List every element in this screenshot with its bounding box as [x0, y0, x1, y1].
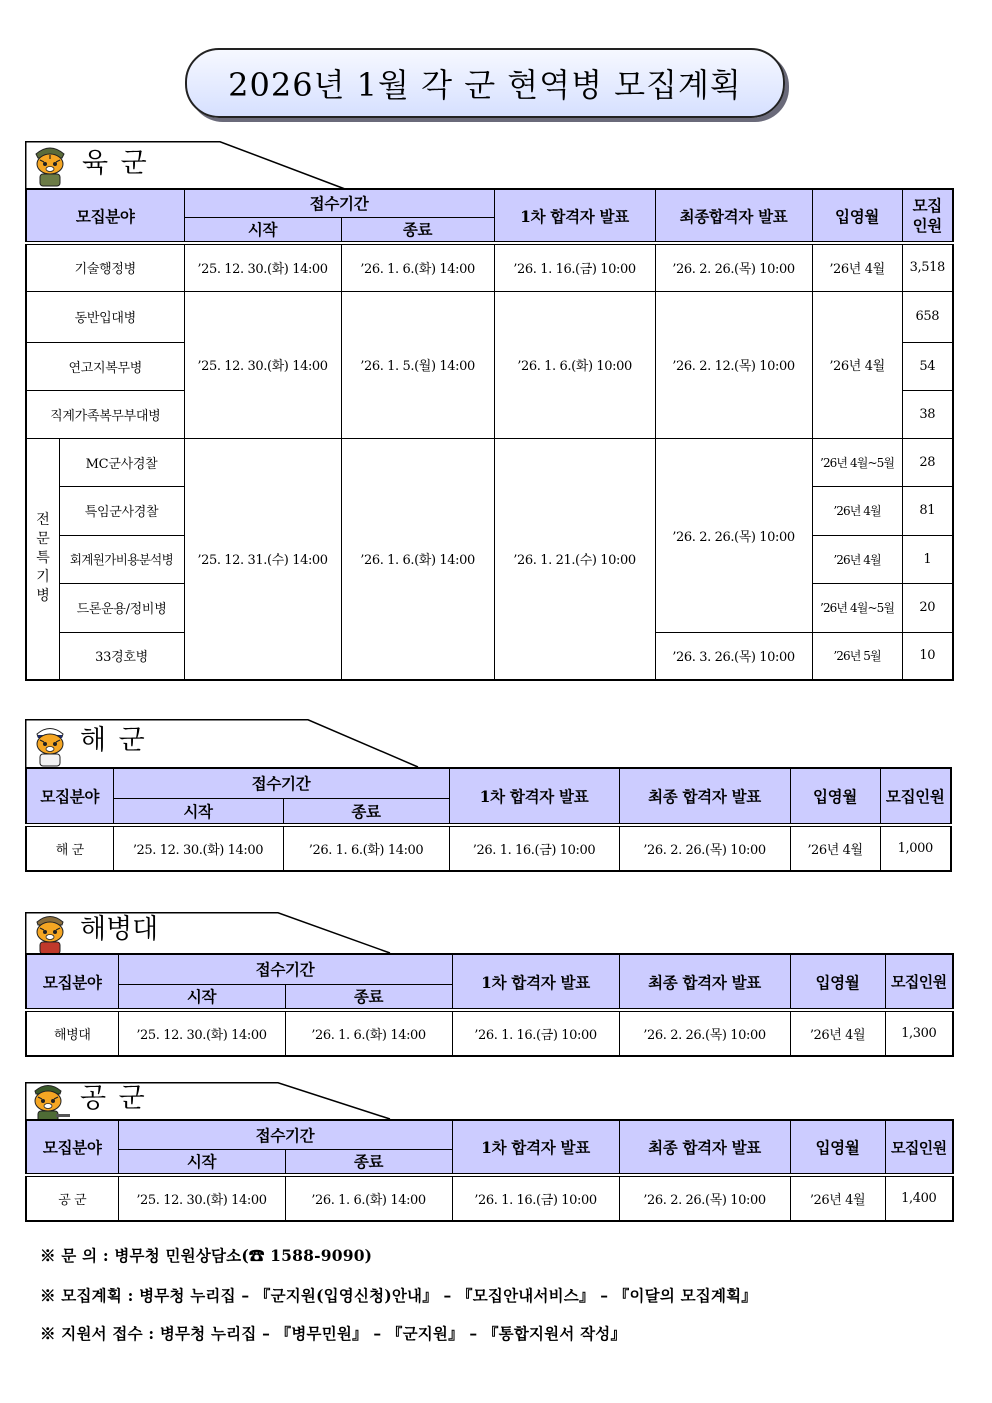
- row-end: ’26. 1. 6.(화) 14:00: [283, 825, 449, 871]
- header-count: 모집 인원: [902, 189, 953, 243]
- row-field: MC군사경찰: [59, 438, 184, 486]
- row-field: 직계가족복무부대병: [26, 390, 184, 438]
- note-application: ※ 지원서 접수 : 병무청 누리집 – 『병무민원』 – 『군지원』 – 『통합지원서 작성』: [40, 1324, 627, 1343]
- header-final-result: 최종합격자 발표: [655, 189, 812, 243]
- row-entry-month: ’26년 4월: [812, 486, 902, 535]
- row-field: 해 군: [26, 825, 113, 871]
- header-field: 모집분야: [26, 1120, 118, 1175]
- header-end: 종료: [285, 1149, 452, 1175]
- row-field: 공 군: [26, 1175, 118, 1221]
- marines-table: [25, 953, 954, 1057]
- row-field: 드론운용/정비병: [59, 583, 184, 632]
- row-count: 20: [902, 583, 953, 632]
- header-start: 시작: [118, 1149, 285, 1175]
- navy-section-title: 해 군: [80, 725, 147, 756]
- row-final-result: ’26. 2. 26.(목) 10:00: [655, 243, 812, 291]
- row-entry-month: ’26년 4월: [790, 1010, 885, 1056]
- header-entry-month: 입영월: [790, 768, 880, 825]
- header-count: 모집인원: [885, 1120, 953, 1175]
- note-inquiry: ※ 문 의 : 병무청 민원상담소(☎ 1588-9090): [40, 1246, 373, 1265]
- row-count: 81: [902, 486, 953, 535]
- row-count: 54: [902, 342, 953, 390]
- header-final-result: 최종 합격자 발표: [619, 1120, 790, 1175]
- row-start: ’25. 12. 31.(수) 14:00: [184, 438, 341, 680]
- header-period: 접수기간: [118, 1120, 452, 1149]
- row-field: 해병대: [26, 1010, 118, 1056]
- row-final-result: ’26. 2. 26.(목) 10:00: [655, 438, 812, 632]
- note-recruitment-plan: ※ 모집계획 : 병무청 누리집 – 『군지원(입영신청)안내』 – 『모집안내서비스』 – 『이달의 모집계획』: [40, 1286, 758, 1305]
- header-field: 모집분야: [26, 954, 118, 1010]
- row-field: 연고지복무병: [26, 342, 184, 390]
- row-count: 38: [902, 390, 953, 438]
- row-start: ’25. 12. 30.(화) 14:00: [113, 825, 283, 871]
- row-count: 28: [902, 438, 953, 486]
- row-entry-month: ’26년 4월: [812, 535, 902, 583]
- row-entry-month: ’26년 4월: [790, 825, 880, 871]
- header-first-result: 1차 합격자 발표: [452, 954, 619, 1010]
- row-count: 10: [902, 632, 953, 680]
- header-count: 모집인원: [885, 954, 953, 1010]
- header-field: 모집분야: [26, 768, 113, 825]
- header-end: 종료: [285, 984, 452, 1010]
- header-entry-month: 입영월: [790, 954, 885, 1010]
- header-end: 종료: [283, 798, 449, 825]
- header-period: 접수기간: [118, 954, 452, 984]
- row-entry-month: ’26년 4월: [790, 1175, 885, 1221]
- page-title: 2026년 1월 각 군 현역병 모집계획: [185, 48, 785, 118]
- table-row: [26, 243, 953, 291]
- row-field: 회계원가비용분석병: [59, 535, 184, 583]
- row-entry-month: ’26년 4월~5월: [812, 438, 902, 486]
- header-first-result: 1차 합격자 발표: [452, 1120, 619, 1175]
- header-entry-month: 입영월: [812, 189, 902, 243]
- row-entry-month: ’26년 4월~5월: [812, 583, 902, 632]
- row-end: ’26. 1. 6.(화) 14:00: [341, 243, 494, 291]
- navy-table: [25, 767, 952, 872]
- row-end: ’26. 1. 5.(월) 14:00: [341, 291, 494, 438]
- row-first-result: ’26. 1. 16.(금) 10:00: [449, 825, 619, 871]
- tiger-mascot-icon: [28, 721, 72, 767]
- header-first-result: 1차 합격자 발표: [449, 768, 619, 825]
- row-first-result: ’26. 1. 21.(수) 10:00: [494, 438, 655, 680]
- special-category-label: 전문특기병: [26, 438, 59, 680]
- header-entry-month: 입영월: [790, 1120, 885, 1175]
- army-section-title: 육 군: [82, 148, 149, 179]
- header-first-result: 1차 합격자 발표: [494, 189, 655, 243]
- row-count: 1,300: [885, 1010, 953, 1056]
- army-table: [25, 188, 954, 681]
- table-row: [26, 1010, 953, 1056]
- row-final-result: ’26. 2. 12.(목) 10:00: [655, 291, 812, 438]
- marines-section-title: 해병대: [80, 914, 159, 945]
- tiger-mascot-icon: [26, 1078, 70, 1124]
- row-count: 658: [902, 291, 953, 342]
- row-first-result: ’26. 1. 6.(화) 10:00: [494, 291, 655, 438]
- row-count: 3,518: [902, 243, 953, 291]
- row-first-result: ’26. 1. 16.(금) 10:00: [452, 1010, 619, 1056]
- table-row: [26, 438, 953, 486]
- row-start: ’25. 12. 30.(화) 14:00: [118, 1010, 285, 1056]
- airforce-section-title: 공 군: [80, 1083, 147, 1114]
- table-row: [26, 825, 951, 871]
- row-entry-month: ’26년 5월: [812, 632, 902, 680]
- row-count: 1,400: [885, 1175, 953, 1221]
- row-final-result: ’26. 2. 26.(목) 10:00: [619, 825, 790, 871]
- row-final-result: ’26. 2. 26.(목) 10:00: [619, 1010, 790, 1056]
- row-count: 1,000: [880, 825, 951, 871]
- header-start: 시작: [113, 798, 283, 825]
- row-field: 33경호병: [59, 632, 184, 680]
- row-start: ’25. 12. 30.(화) 14:00: [184, 291, 341, 438]
- tiger-mascot-icon: [28, 909, 72, 955]
- row-final-result: ’26. 3. 26.(목) 10:00: [655, 632, 812, 680]
- row-final-result: ’26. 2. 26.(목) 10:00: [619, 1175, 790, 1221]
- tiger-mascot-icon: [28, 142, 72, 188]
- row-first-result: ’26. 1. 16.(금) 10:00: [452, 1175, 619, 1221]
- row-start: ’25. 12. 30.(화) 14:00: [184, 243, 341, 291]
- row-field: 기술행정병: [26, 243, 184, 291]
- header-start: 시작: [118, 984, 285, 1010]
- header-start: 시작: [184, 217, 341, 243]
- row-count: 1: [902, 535, 953, 583]
- header-final-result: 최종 합격자 발표: [619, 954, 790, 1010]
- row-end: ’26. 1. 6.(화) 14:00: [341, 438, 494, 680]
- header-field: 모집분야: [26, 189, 184, 243]
- table-row: [26, 291, 953, 342]
- row-entry-month: ’26년 4월: [812, 243, 902, 291]
- row-entry-month: ’26년 4월: [812, 291, 902, 438]
- table-row: [26, 1175, 953, 1221]
- header-period: 접수기간: [113, 768, 449, 798]
- army-section-tab: [25, 141, 347, 189]
- row-end: ’26. 1. 6.(화) 14:00: [285, 1010, 452, 1056]
- header-period: 접수기간: [184, 189, 494, 217]
- header-final-result: 최종 합격자 발표: [619, 768, 790, 825]
- row-start: ’25. 12. 30.(화) 14:00: [118, 1175, 285, 1221]
- airforce-table: [25, 1119, 954, 1222]
- header-end: 종료: [341, 217, 494, 243]
- header-count: 모집인원: [880, 768, 951, 825]
- row-field: 특임군사경찰: [59, 486, 184, 535]
- row-field: 동반입대병: [26, 291, 184, 342]
- row-end: ’26. 1. 6.(화) 14:00: [285, 1175, 452, 1221]
- row-first-result: ’26. 1. 16.(금) 10:00: [494, 243, 655, 291]
